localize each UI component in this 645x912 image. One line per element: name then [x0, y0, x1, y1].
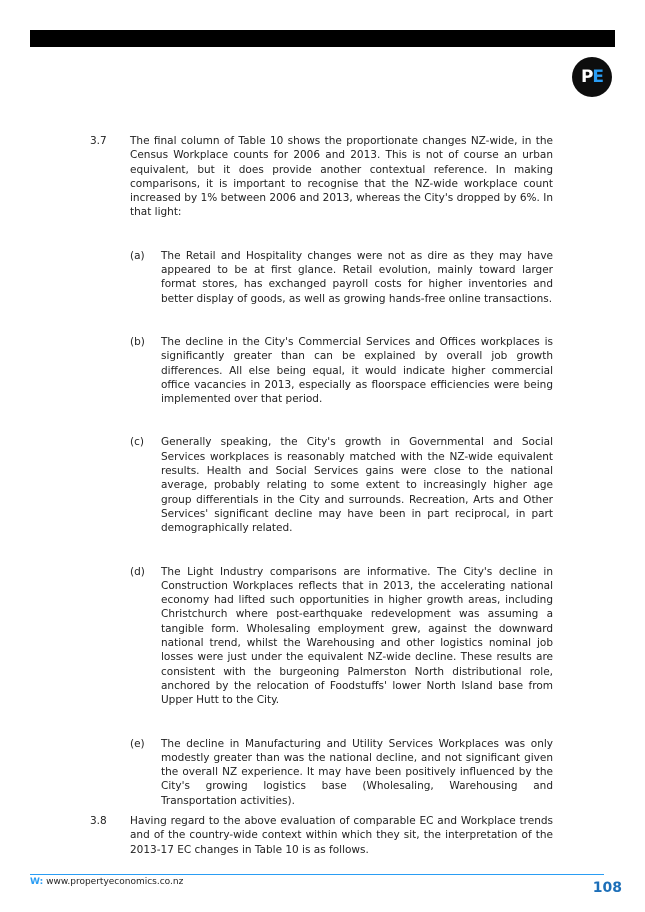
subparagraph-text: Generally speaking, the City's growth in Governmental and Social Services workplaces is reasonably matched with the NZ-wide equivalent results. Health and Social Services gains were close to the national average, probably relating to some extent to increasingly higher age group differentials in the City and surrounds. Recreation, Arts and Other Services' significant decline may have been in part reciprocal, in part demographically related. [161, 436, 553, 535]
document-body [90, 134, 553, 857]
footer-website [30, 877, 183, 887]
subparagraph-d [130, 565, 553, 708]
subparagraph-text: The Retail and Hospitality changes were not as dire as they may have appeared to be at first glance. Retail evolution, mainly toward larger format stores, has exchanged payroll costs for higher inventories and better display of goods, as well as growing hands-free online transactions. [161, 249, 553, 305]
subparagraph-text: The Light Industry comparisons are informative. The City's decline in Construction Workplaces reflects that in 2013, the accelerating national economy had lifted such opportunities in higher growth areas, including Christchurch where post-earthquake redevelopment was assuming a tangible form. Wholesaling employment grew, against the downward national trend, whilst the Warehousing and other logistics nominal job losses were just under the equivalent NZ-wide decline. These results are consistent with the burgeoning Palmerston North distributional role, anchored by the relocation of Foodstuffs' lower North Island base from Upper Hutt to the City. [161, 565, 553, 707]
logo-letter-e: E [592, 67, 604, 87]
paragraph-number: 3.7 [90, 135, 107, 147]
footer-divider [30, 874, 604, 875]
subparagraph-text: The decline in Manufacturing and Utility Services Workplaces was only modestly greater than was the national decline, and not significant given the overall NZ experience. It may have been positively influenced by the City's growing logistics base (Wholesaling, Warehousing and Transportation activities). [161, 737, 553, 807]
page-number: 108 [592, 880, 622, 896]
subparagraph-number: (e) [130, 737, 145, 750]
subparagraph-b [130, 335, 553, 406]
subparagraph-e [130, 737, 553, 808]
subparagraph-text: The decline in the City's Commercial Services and Offices workplaces is significantly greater than can be explained by overall job growth differences. All else being equal, it would indicate higher commercial office vacancies in 2013, especially as floorspace efficiencies were being implemented over that period. [161, 335, 553, 406]
paragraph-text: The final column of Table 10 shows the proportionate changes NZ-wide, in the Census Workplace counts for 2006 and 2013. This is not of course an urban equivalent, but it does provide another contextual reference. In making comparisons, it is important to recognise that the NZ-wide workplace count increased by 1% between 2006 and 2013, whereas the City's dropped by 6%. In that light: [130, 135, 553, 219]
paragraph-3-8 [90, 814, 553, 857]
header-bar [30, 30, 615, 47]
subparagraph-number: (c) [130, 436, 144, 449]
brand-logo [572, 57, 612, 97]
paragraph-number: 3.8 [90, 814, 107, 827]
paragraph-3-7 [90, 134, 553, 220]
subparagraph-c [130, 435, 553, 535]
subparagraph-a [130, 249, 553, 306]
subparagraph-number: (d) [130, 565, 145, 578]
logo-letter-p: P [580, 67, 593, 87]
paragraph-text: Having regard to the above evaluation of comparable EC and Workplace trends and of the country-wide context within which they sit, the interpretation of the 2013-17 EC changes in Table 10 is as follows. [130, 814, 553, 856]
footer-url-link[interactable]: www.propertyeconomics.co.nz [46, 877, 184, 887]
subparagraph-number: (a) [130, 249, 145, 262]
footer-w-label: W: [30, 877, 44, 887]
subparagraph-number: (b) [130, 335, 145, 348]
